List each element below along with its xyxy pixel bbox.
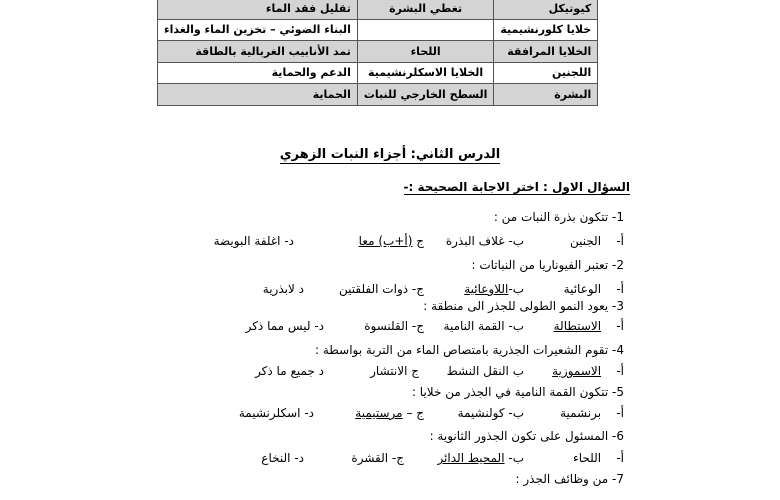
option-b: ب- غلاف البذرة [445,234,524,248]
options-row [194,281,624,297]
option-b: ب- كولنشيمة [457,406,524,420]
location-cell: السطح الخارجي للنبات [357,84,494,106]
question-line: 4- تقوم الشعيرات الجذرية بامتصاص الماء من التربة بواسطة : [315,343,624,357]
option-a: أ- الجنين [569,234,624,248]
option-d: د- اغلفة البويضة [213,234,294,248]
lesson-title: الدرس الثاني: أجزاء النبات الزهري [279,147,501,162]
function-cell: البناء الضوئي – تخزين الماء والغذاء [158,19,358,41]
options-row [194,233,624,249]
option-d: د جميع ما ذكر [255,364,324,378]
option-a: أ- الوعائية [563,282,624,296]
question-line: 1- تتكون بذرة النبات من : [493,210,624,224]
tissue-table [157,0,598,106]
question-heading: السؤال الاول : اختر الاجابة الصحيحة :- [403,180,630,194]
table-row [158,62,598,84]
location-cell: اللحاء [357,41,494,63]
options-row [194,363,624,379]
table-row [158,19,598,41]
question-line: 2- تعتبر الفيوناريا من النباتات : [471,258,624,272]
term-cell: الخلايا المرافقة [494,41,598,63]
option-a: أ- الاستطالة [553,319,624,333]
option-c: ج- القشرة [351,451,404,465]
table-row [158,84,598,106]
term-cell: البشرة [494,84,598,106]
question-line: 5- تتكون القمة النامية في الجذر من خلايا : [411,385,624,399]
option-d: د لابذرية [262,282,304,296]
option-c: ج – مرستيمية [355,406,424,420]
table-row [158,41,598,63]
option-c: ج- القلنسوة [364,319,424,333]
term-cell: خلايا كلورنشيمية [494,19,598,41]
function-cell: الدعم والحماية [158,62,358,84]
question-line: 6- المسئول على تكون الجذور الثانوية : [429,429,624,443]
term-cell: اللجنين [494,62,598,84]
table-row [158,0,598,19]
term-cell: كيوتيكل [494,0,598,19]
options-row [194,318,624,334]
option-d: د- النخاع [261,451,304,465]
option-b: ب النقل النشط [446,364,524,378]
options-row [194,450,624,466]
option-b: ب- المحيط الدائر [437,451,524,465]
option-c: ج- ذوات الفلقتين [339,282,424,296]
location-cell: الخلايا الاسكلرنشيمية [357,62,494,84]
location-cell [357,19,494,41]
option-a: أ- برنشمية [560,406,624,420]
option-b: ب- القمة النامية [443,319,524,333]
option-c: ج (أ+ب) معا [358,234,424,248]
question-line: 7- من وظائف الجذر : [515,472,624,486]
option-a: أ- اللحاء [573,451,624,465]
option-d: د- ليس مما ذكر [245,319,324,333]
function-cell: الحماية [158,84,358,106]
option-a: أ- الاسموزية [552,364,624,378]
option-c: ج الانتشار [370,364,419,378]
option-d: د- اسكلرنشيمة [238,406,314,420]
question-line: 3- يعود النمو الطولى للجذر الى منطقة : [423,299,624,313]
option-b: ب-اللاوعائية [464,282,524,296]
location-cell: تغطي البشرة [357,0,494,19]
function-cell: تمد الأنابيب الغربالية بالطاقة [158,41,358,63]
function-cell: تقليل فقد الماء [158,0,358,19]
options-row [194,405,624,421]
